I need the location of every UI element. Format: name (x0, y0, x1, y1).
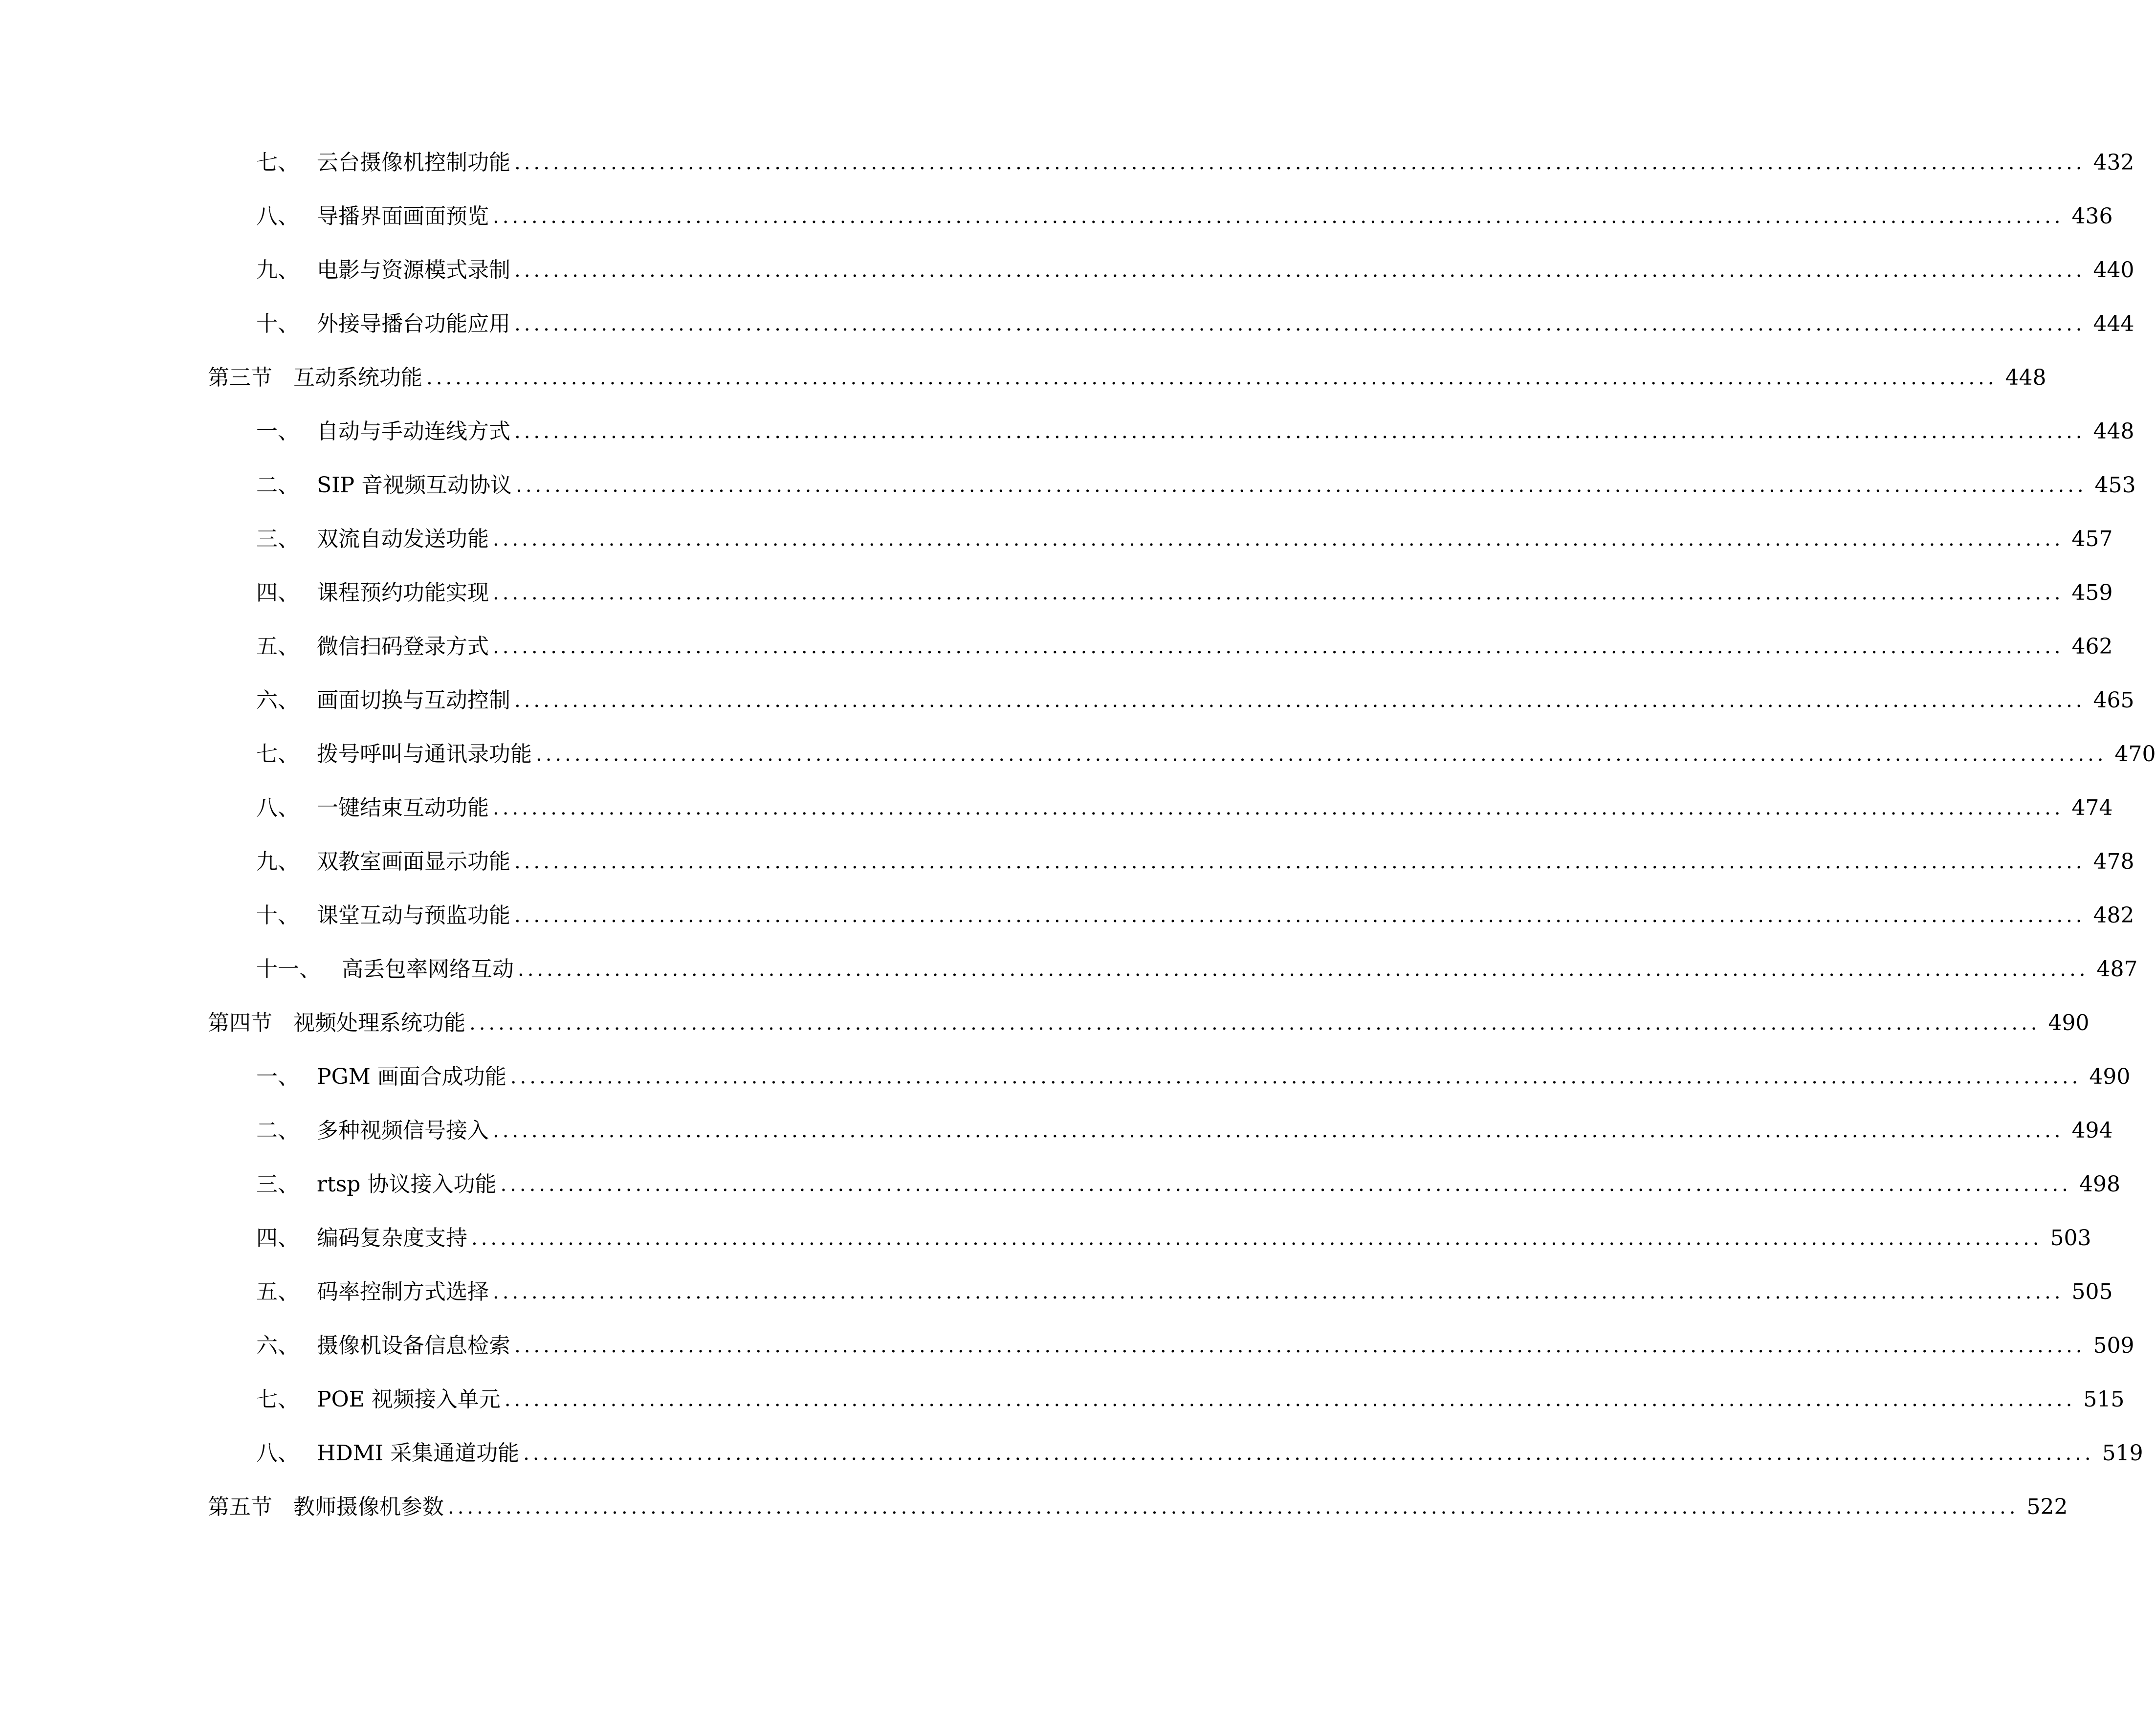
entry-number: 六、 (256, 1333, 299, 1358)
page-number: 509 (2093, 1333, 2134, 1358)
dot-leader: ................................................................................................................................................................... (469, 1012, 2041, 1034)
page-number: 448 (2093, 419, 2134, 444)
entry-number: 五、 (256, 1279, 299, 1304)
toc-entry[interactable] (0, 681, 2134, 720)
toc-entry[interactable] (0, 1326, 2134, 1365)
page-number: 505 (2071, 1279, 2113, 1304)
dot-leader: ................................................................................................................................................................... (523, 1442, 2094, 1465)
entry-number: 十、 (256, 903, 299, 928)
page-number: 457 (2071, 527, 2113, 551)
page-number: 494 (2071, 1118, 2113, 1143)
page-number: 490 (2048, 1011, 2090, 1035)
toc-entry[interactable] (0, 1057, 2131, 1097)
section-title: 教师摄像机参数 (293, 1495, 444, 1519)
entry-title: 课程预约功能实现 (317, 580, 489, 605)
dot-leader: ................................................................................................................................................................... (514, 420, 2086, 443)
dot-leader: ................................................................................................................................................................... (493, 582, 2064, 604)
dot-leader: ................................................................................................................................................................... (493, 1120, 2064, 1142)
section-title: 互动系统功能 (293, 365, 422, 390)
dot-leader: ................................................................................................................................................................... (514, 1335, 2086, 1357)
page-number: 470 (2114, 742, 2156, 767)
entry-title: 双教室画面显示功能 (317, 849, 510, 874)
toc-entry[interactable] (0, 735, 2156, 774)
entry-title: PGM 画面合成功能 (317, 1064, 506, 1089)
page-number: 474 (2071, 795, 2113, 820)
dot-leader: ................................................................................................................................................................... (493, 797, 2064, 819)
entry-title: 摄像机设备信息检索 (317, 1333, 510, 1358)
page-number: 515 (2083, 1387, 2125, 1412)
page-number: 478 (2093, 849, 2134, 874)
toc-entry[interactable] (0, 627, 2113, 666)
toc-entry[interactable] (0, 1165, 2120, 1204)
page-number: 482 (2093, 903, 2134, 928)
dot-leader: ................................................................................................................................................................... (448, 1496, 2019, 1518)
toc-entry[interactable] (0, 466, 2136, 505)
page-number: 444 (2093, 311, 2134, 336)
toc-entry[interactable] (0, 1434, 2143, 1473)
entry-number: 九、 (256, 258, 299, 283)
toc-entry[interactable] (0, 520, 2113, 559)
entry-number: 四、 (256, 1226, 299, 1251)
entry-number: 三、 (256, 1172, 299, 1197)
dot-leader: ................................................................................................................................................................... (514, 152, 2086, 174)
toc-entry[interactable] (0, 143, 2134, 182)
toc-entry[interactable] (0, 412, 2134, 451)
entry-title: 课堂互动与预监功能 (317, 903, 510, 928)
entry-title: 电影与资源模式录制 (317, 258, 510, 283)
toc-entry-section[interactable] (0, 358, 2046, 397)
page-number: 503 (2050, 1226, 2091, 1251)
entry-title: 外接导播台功能应用 (317, 311, 510, 336)
entry-title: 微信扫码登录方式 (317, 634, 489, 659)
toc-entry-section[interactable] (0, 1004, 2090, 1043)
page-number: 432 (2093, 150, 2134, 175)
entry-number: 七、 (256, 150, 299, 175)
toc-entry[interactable] (0, 1273, 2113, 1312)
entry-title: SIP 音视频互动协议 (317, 473, 512, 498)
page-number: 522 (2026, 1495, 2068, 1519)
entry-title: 导播界面画面预览 (317, 204, 489, 229)
toc-entry[interactable] (0, 1111, 2113, 1150)
dot-leader: ................................................................................................................................................................... (514, 904, 2086, 927)
page-number: 440 (2093, 258, 2134, 283)
entry-number: 十、 (256, 311, 299, 336)
dot-leader: ................................................................................................................................................................... (504, 1388, 2076, 1411)
page-number: 453 (2094, 473, 2136, 498)
toc-entry-section[interactable] (0, 1488, 2068, 1527)
entry-title: 云台摄像机控制功能 (317, 150, 510, 175)
entry-number: 四、 (256, 580, 299, 605)
entry-title: 自动与手动连线方式 (317, 419, 510, 444)
entry-number: 二、 (256, 473, 299, 498)
dot-leader: ................................................................................................................................................................... (514, 689, 2086, 712)
page-number: 459 (2071, 580, 2113, 605)
dot-leader: ................................................................................................................................................................... (518, 958, 2089, 981)
entry-title: 一键结束互动功能 (317, 795, 489, 820)
entry-number: 三、 (256, 527, 299, 551)
entry-title: 多种视频信号接入 (317, 1118, 489, 1143)
page-number: 436 (2071, 204, 2113, 229)
dot-leader: ................................................................................................................................................................... (471, 1227, 2043, 1250)
entry-number: 十一、 (256, 957, 321, 982)
dot-leader: ................................................................................................................................................................... (514, 259, 2086, 282)
entry-number: 二、 (256, 1118, 299, 1143)
toc-entry[interactable] (0, 197, 2113, 236)
page-number: 487 (2096, 957, 2138, 982)
page-number: 462 (2071, 634, 2113, 659)
dot-leader: ................................................................................................................................................................... (493, 528, 2064, 550)
toc-entry[interactable] (0, 842, 2134, 881)
entry-title: 拨号呼叫与通讯录功能 (317, 742, 532, 767)
entry-number: 七、 (256, 1387, 299, 1412)
toc-entry[interactable] (0, 896, 2134, 935)
entry-title: POE 视频接入单元 (317, 1387, 501, 1412)
section-title: 视频处理系统功能 (293, 1011, 465, 1035)
toc-entry[interactable] (0, 1380, 2125, 1419)
entry-number: 五、 (256, 634, 299, 659)
entry-title: HDMI 采集通道功能 (317, 1441, 520, 1466)
section-number: 第四节 (208, 1011, 272, 1035)
entry-title: rtsp 协议接入功能 (317, 1172, 497, 1197)
section-number: 第五节 (208, 1495, 272, 1519)
entry-number: 八、 (256, 795, 299, 820)
dot-leader: ................................................................................................................................................................... (536, 743, 2107, 766)
dot-leader: ................................................................................................................................................................... (516, 474, 2087, 497)
toc-entry[interactable] (0, 789, 2113, 828)
entry-number: 八、 (256, 1441, 299, 1466)
section-number: 第三节 (208, 365, 272, 390)
dot-leader: ................................................................................................................................................................... (493, 636, 2064, 658)
dot-leader: ................................................................................................................................................................... (493, 1281, 2064, 1303)
entry-number: 七、 (256, 742, 299, 767)
toc-entry[interactable] (0, 305, 2134, 344)
page-number: 498 (2079, 1172, 2120, 1197)
page-number: 448 (2005, 365, 2046, 390)
dot-leader: ................................................................................................................................................................... (514, 313, 2086, 335)
toc-entry[interactable] (0, 573, 2113, 613)
entry-number: 八、 (256, 204, 299, 229)
page-number: 519 (2102, 1441, 2143, 1466)
entry-number: 一、 (256, 419, 299, 444)
dot-leader: ................................................................................................................................................................... (500, 1173, 2071, 1196)
toc-entry[interactable] (0, 950, 2138, 989)
entry-number: 九、 (256, 849, 299, 874)
entry-number: 六、 (256, 688, 299, 713)
dot-leader: ................................................................................................................................................................... (514, 851, 2086, 873)
entry-title: 码率控制方式选择 (317, 1279, 489, 1304)
entry-title: 画面切换与互动控制 (317, 688, 510, 713)
dot-leader: ................................................................................................................................................................... (510, 1066, 2082, 1088)
entry-title: 编码复杂度支持 (317, 1226, 467, 1251)
dot-leader: ................................................................................................................................................................... (426, 367, 1998, 389)
entry-title: 高丢包率网络互动 (342, 957, 514, 982)
dot-leader: ................................................................................................................................................................... (493, 205, 2064, 228)
entry-number: 一、 (256, 1064, 299, 1089)
page-number: 490 (2089, 1064, 2131, 1089)
entry-title: 双流自动发送功能 (317, 527, 489, 551)
toc-entry[interactable] (0, 1219, 2091, 1258)
toc-entry[interactable] (0, 251, 2134, 290)
page-number: 465 (2093, 688, 2134, 713)
